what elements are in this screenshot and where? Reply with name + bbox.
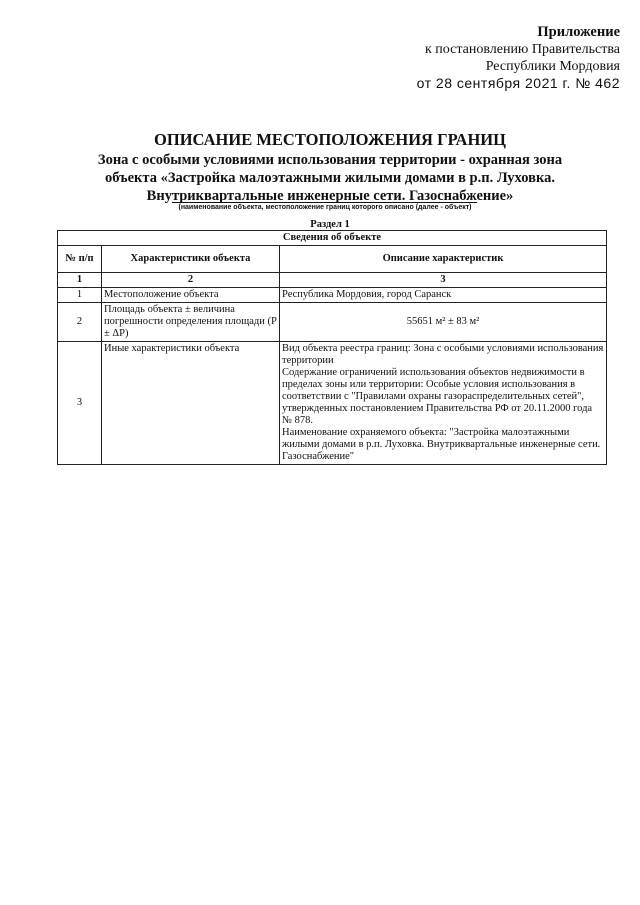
table-row [58, 303, 607, 342]
row-number: 3 [58, 342, 102, 465]
column-number-1: 1 [58, 273, 102, 288]
appendix-heading: Приложение [537, 24, 620, 40]
title-sub-1: Зона с особыми условиями использования территории - охранная зона [97, 152, 563, 168]
row-description [280, 342, 607, 465]
column-header-number: № п/п [58, 246, 102, 273]
appendix-line-3: от 28 сентября 2021 г. № 462 [416, 75, 620, 91]
row-number: 1 [58, 288, 102, 303]
row-description: Республика Мордовия, город Саранск [280, 288, 607, 303]
row-characteristic: Площадь объекта ± величина погрешности определения площади (Р ± ΔР) [102, 303, 280, 342]
column-header-characteristic: Характеристики объекта [102, 246, 280, 273]
column-number-3: 3 [280, 273, 607, 288]
appendix-block [360, 24, 620, 92]
row-description: 55651 м² ± 83 м² [280, 303, 607, 342]
column-header-description: Описание характеристик [280, 246, 607, 273]
table-row [58, 342, 607, 465]
document-title [60, 130, 600, 205]
table-header: Сведения об объекте [58, 231, 607, 246]
column-number-2: 2 [102, 273, 280, 288]
title-sub-3: Внутриквартальные инженерные сети. Газоснабжение» [146, 188, 514, 204]
object-info-table [57, 230, 607, 465]
title-caption: (наименование объекта, местоположение границ которого описано (далее - объект) [178, 204, 472, 211]
description-line: Наименование охраняемого объекта: "Застройка малоэтажными жилыми домами в р.п. Луховка. Внутриквартальные инженерные сети. Газоснабжение" [282, 427, 601, 462]
title-underline [172, 202, 477, 203]
description-line: Содержание ограничений использования объектов недвижимости в пределах зоны или территории: Особые условия использования в соответствии с "Правилами охраны газораспределительных сетей", утвержденных постановлением Правительства РФ от 20.11.2000 года № 878. [282, 367, 593, 426]
row-characteristic: Иные характеристики объекта [102, 342, 280, 465]
section-label: Раздел 1 [310, 219, 350, 230]
appendix-line-2: Республики Мордовия [485, 59, 620, 74]
row-characteristic: Местоположение объекта [102, 288, 280, 303]
description-line: Вид объекта реестра границ: Зона с особыми условиями использования территории [282, 343, 604, 366]
table-row [58, 288, 607, 303]
title-main: ОПИСАНИЕ МЕСТОПОЛОЖЕНИЯ ГРАНИЦ [154, 130, 506, 149]
row-number: 2 [58, 303, 102, 342]
appendix-line-1: к постановлению Правительства [424, 42, 620, 57]
title-sub-2: объекта «Застройка малоэтажными жилыми домами в р.п. Луховка. [105, 170, 555, 186]
